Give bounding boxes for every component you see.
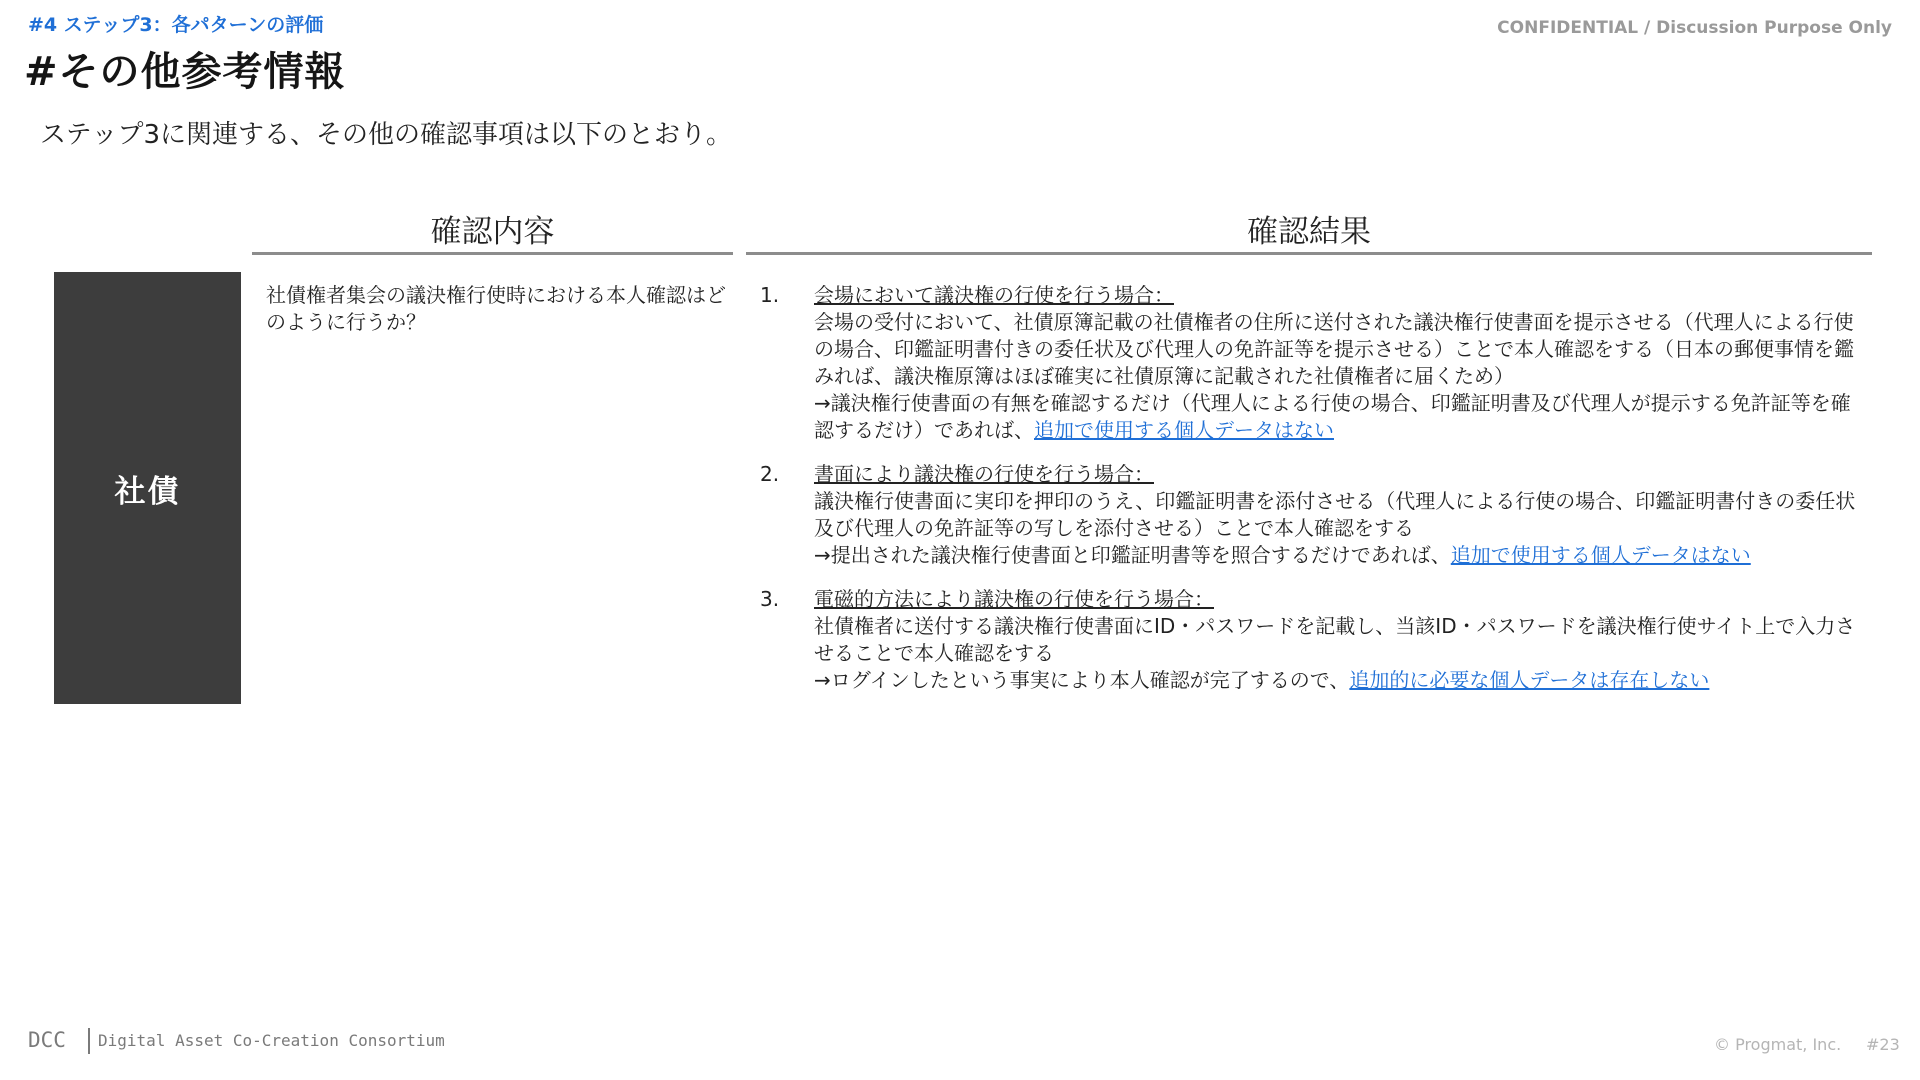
page-title: #その他参考情報	[24, 49, 346, 95]
result-link[interactable]: 追加で使用する個人データはない	[1450, 543, 1751, 567]
column-header-divider	[252, 252, 733, 255]
category-block	[54, 272, 241, 704]
lead-text: ステップ3に関連する、その他の確認事項は以下のとおり。	[40, 120, 733, 150]
result-conclusion	[814, 542, 1860, 569]
result-description: 会場の受付において、社債原簿記載の社債権者の住所に送付された議決権行使書面を提示させる（代理人による行使の場合、印鑑証明書付きの委任状及び代理人の免許証等を提示させる）ことで本人確認をする（日本の郵便事情を鑑みれば、議決権原簿はほぼ確実に社債原簿に記載された社債権者に届くため）	[814, 310, 1854, 388]
result-list	[760, 282, 1860, 711]
page-number: #23	[1866, 1035, 1900, 1054]
column-header-divider	[746, 252, 1872, 255]
result-number: 3.	[760, 587, 780, 611]
section-label: #4 ステップ3：各パターンの評価	[28, 14, 324, 36]
result-title: 書面により議決権の行使を行う場合：	[814, 462, 1154, 486]
confidential-notice: CONFIDENTIAL / Discussion Purpose Only	[1497, 18, 1892, 38]
footer-logo: DCC	[28, 1028, 66, 1052]
result-conclusion	[814, 390, 1860, 444]
footer-copyright: © Progmat, Inc.	[1714, 1035, 1842, 1054]
column-header-check-content: 確認内容	[430, 214, 555, 250]
result-item	[760, 282, 1860, 444]
result-link[interactable]: 追加で使用する個人データはない	[1034, 418, 1334, 442]
result-title: 会場において議決権の行使を行う場合：	[814, 283, 1174, 307]
column-header-check-result: 確認結果	[1247, 214, 1371, 250]
footer-organization: Digital Asset Co-Creation Consortium	[98, 1031, 445, 1050]
category-label: 社債	[114, 473, 181, 510]
result-conclusion-text: →提出された議決権行使書面と印鑑証明書等を照合するだけであれば、	[814, 543, 1451, 567]
result-conclusion-text: →ログインしたという事実により本人確認が完了するので、	[814, 668, 1350, 692]
result-item	[760, 586, 1860, 694]
result-number: 1.	[760, 283, 780, 307]
result-number: 2.	[760, 462, 780, 486]
result-link[interactable]: 追加的に必要な個人データは存在しない	[1349, 668, 1710, 692]
footer-divider	[88, 1028, 90, 1054]
check-question: 社債権者集会の議決権行使時における本人確認はどのように行うか？	[266, 283, 726, 334]
result-description: 社債権者に送付する議決権行使書面にID・パスワードを記載し、当該ID・パスワードを議決権行使サイト上で入力させることで本人確認をする	[814, 614, 1856, 665]
result-conclusion-text: →議決権行使書面の有無を確認するだけ（代理人による行使の場合、印鑑証明書及び代理人が提示する免許証等を確認するだけ）であれば、	[814, 391, 1851, 442]
result-title: 電磁的方法により議決権の行使を行う場合：	[814, 587, 1214, 611]
result-description: 議決権行使書面に実印を押印のうえ、印鑑証明書を添付させる（代理人による行使の場合、印鑑証明書付きの委任状及び代理人の免許証等の写しを添付させる）ことで本人確認をする	[814, 489, 1856, 540]
result-item	[760, 461, 1860, 569]
result-conclusion	[814, 667, 1860, 694]
